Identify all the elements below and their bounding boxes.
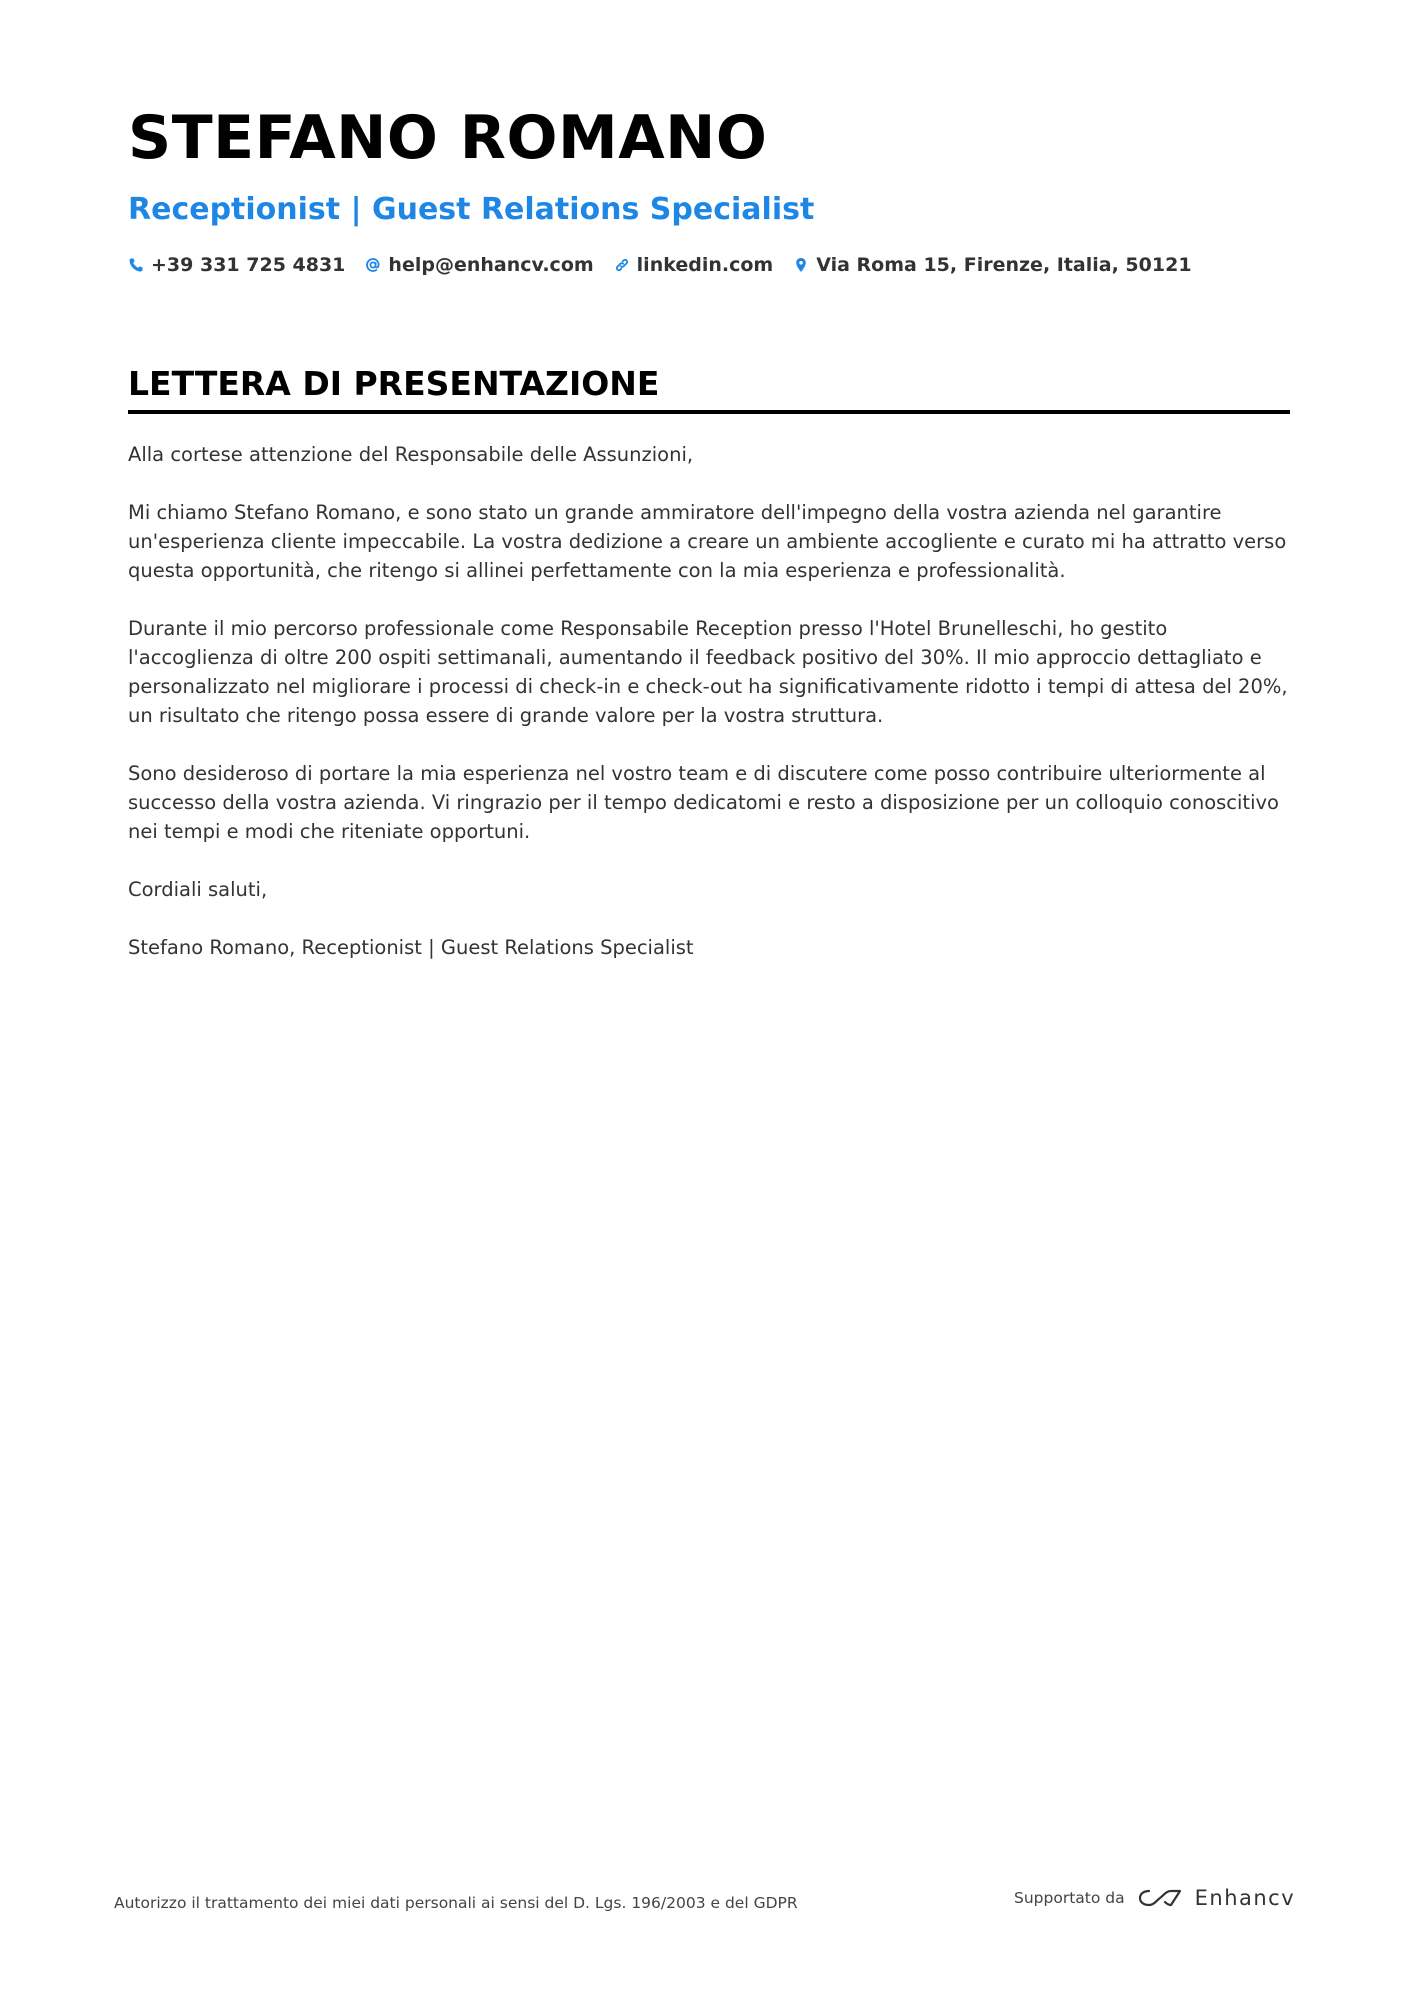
email-address: help@enhancv.com <box>388 254 594 276</box>
letter-body <box>128 440 1293 991</box>
enhancv-logo-icon <box>1137 1886 1183 1910</box>
powered-by[interactable] <box>1014 1886 1295 1910</box>
contact-email[interactable] <box>365 254 593 276</box>
address-text: Via Roma 15, Firenze, Italia, 50121 <box>816 254 1192 276</box>
letter-signature: Stefano Romano, Receptionist | Guest Relations Specialist <box>128 936 694 959</box>
letter-closing: Cordiali saluti, <box>128 878 268 901</box>
letter-paragraph-3: Sono desideroso di portare la mia esperienza nel vostro team e di discutere come posso contribuire ulteriormente al successo della vostra azienda. Vi ringrazio per il tempo dedicatomi e resto a disposizione per un colloquio conoscitivo nei tempi e modi che riteniate opportuni. <box>128 762 1279 843</box>
phone-number: +39 331 725 4831 <box>151 254 346 276</box>
letter-paragraph-1: Mi chiamo Stefano Romano, e sono stato un grande ammiratore dell'impegno della vostra azienda nel garantire un'esperienza cliente impeccabile. La vostra dedizione a creare un ambiente accogliente e curato mi ha attratto verso questa opportunità, che ritengo si allinei perfettamente con la mia esperienza e professionalità. <box>128 501 1287 582</box>
section-divider <box>128 410 1290 414</box>
location-pin-icon <box>793 257 809 273</box>
link-text: linkedin.com <box>636 254 774 276</box>
contact-link[interactable] <box>614 254 774 276</box>
letter-greeting: Alla cortese attenzione del Responsabile delle Assunzioni, <box>128 443 694 466</box>
contact-address <box>793 254 1191 276</box>
contact-bar <box>128 254 1192 276</box>
powered-by-label: Supportato da <box>1014 1889 1125 1907</box>
at-icon <box>365 257 381 273</box>
consent-note: Autorizzo il trattamento dei miei dati personali ai sensi del D. Lgs. 196/2003 e del GDPR <box>114 1894 798 1912</box>
candidate-name: STEFANO ROMANO <box>128 103 768 173</box>
enhancv-brand: Enhancv <box>1194 1886 1296 1910</box>
phone-icon <box>128 257 144 273</box>
letter-paragraph-2: Durante il mio percorso professionale come Responsabile Reception presso l'Hotel Brunelleschi, ho gestito l'accoglienza di oltre 200 ospiti settimanali, aumentando il feedback positivo del 30%. Il mio approccio dettagliato e personalizzato nel migliorare i processi di check-in e check-out ha significativamente ridotto i tempi di attesa del 20%, un risultato che ritengo possa essere di grande valore per la vostra struttura. <box>128 617 1288 727</box>
section-title: LETTERA DI PRESENTAZIONE <box>128 364 660 403</box>
candidate-title: Receptionist | Guest Relations Specialist <box>128 192 815 227</box>
link-icon <box>614 257 630 273</box>
contact-phone[interactable] <box>128 254 345 276</box>
